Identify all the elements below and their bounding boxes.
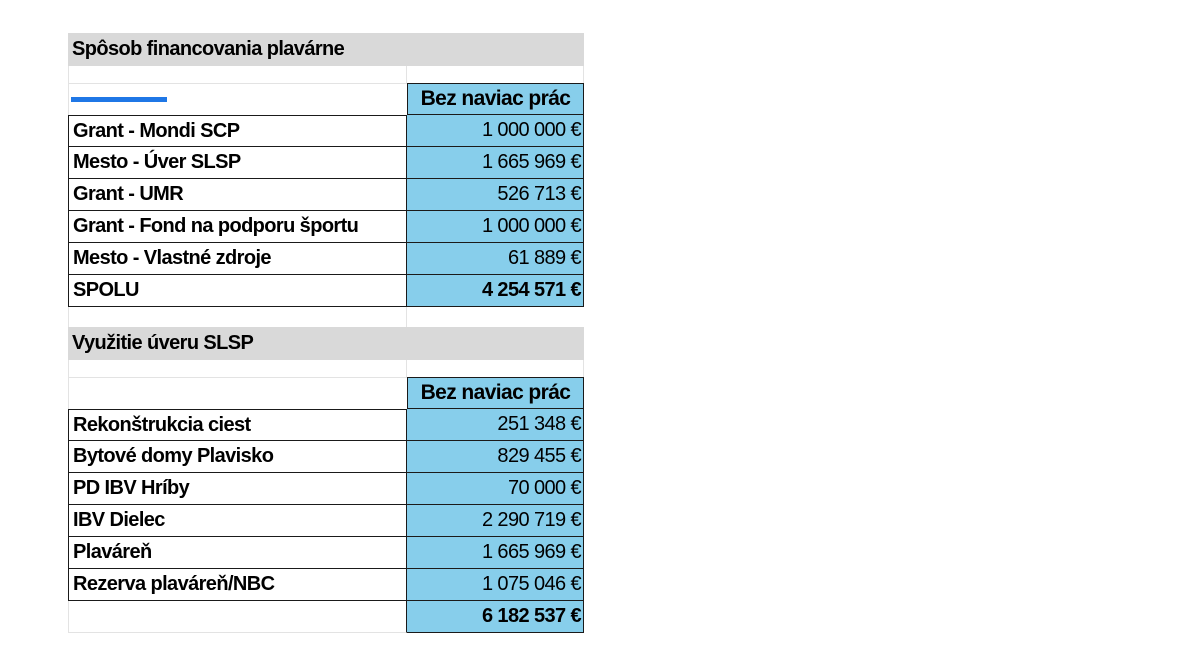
total-blank-label-cell[interactable]	[68, 601, 407, 633]
table-row	[68, 115, 584, 147]
table-row	[68, 147, 584, 179]
row-value-cell[interactable]: 1 000 000 €	[407, 211, 584, 243]
table-row	[68, 211, 584, 243]
spreadsheet	[68, 33, 584, 633]
row-value-cell[interactable]: 2 290 719 €	[407, 505, 584, 537]
row-value-cell[interactable]: 70 000 €	[407, 473, 584, 505]
row-label-cell[interactable]: Plaváreň	[68, 537, 407, 569]
total-value-cell[interactable]: 4 254 571 €	[407, 275, 584, 307]
spacer-row	[68, 360, 584, 377]
table-row	[68, 537, 584, 569]
row-value-cell[interactable]: 1 000 000 €	[407, 115, 584, 147]
row-value-cell[interactable]: 1 665 969 €	[407, 537, 584, 569]
section-title-financing[interactable]: Spôsob financovania plavárne	[68, 33, 584, 66]
header-row-financing	[68, 83, 584, 115]
table-row	[68, 473, 584, 505]
row-value-cell[interactable]: 829 455 €	[407, 441, 584, 473]
row-label-cell[interactable]: Bytové domy Plavisko	[68, 441, 407, 473]
total-row-financing	[68, 275, 584, 307]
row-label-cell[interactable]: PD IBV Hríby	[68, 473, 407, 505]
row-value-cell[interactable]: 251 348 €	[407, 409, 584, 441]
table-row	[68, 441, 584, 473]
row-label-cell[interactable]: Rekonštrukcia ciest	[68, 409, 407, 441]
row-label-cell[interactable]: Rezerva plaváreň/NBC	[68, 569, 407, 601]
spacer-row	[68, 307, 584, 327]
table-row	[68, 569, 584, 601]
header-blank-cell[interactable]	[68, 83, 407, 115]
row-label-cell[interactable]: Grant - Mondi SCP	[68, 115, 407, 147]
row-value-cell[interactable]: 1 665 969 €	[407, 147, 584, 179]
header-row-loan-usage	[68, 377, 584, 409]
table-row	[68, 505, 584, 537]
row-label-cell[interactable]: Mesto - Vlastné zdroje	[68, 243, 407, 275]
row-value-cell[interactable]: 526 713 €	[407, 179, 584, 211]
row-label-cell[interactable]: Grant - Fond na podporu športu	[68, 211, 407, 243]
header-blank-cell[interactable]	[68, 377, 407, 409]
spacer-row	[68, 66, 584, 83]
column-header-cell[interactable]: Bez naviac prác	[407, 83, 584, 115]
total-label-cell[interactable]: SPOLU	[68, 275, 407, 307]
row-label-cell[interactable]: Mesto - Úver SLSP	[68, 147, 407, 179]
total-row-loan-usage	[68, 601, 584, 633]
row-label-cell[interactable]: Grant - UMR	[68, 179, 407, 211]
table-row	[68, 409, 584, 441]
column-header-cell[interactable]: Bez naviac prác	[407, 377, 584, 409]
table-row	[68, 179, 584, 211]
section-title-loan-usage[interactable]: Využitie úveru SLSP	[68, 327, 584, 360]
row-value-cell[interactable]: 1 075 046 €	[407, 569, 584, 601]
row-label-cell[interactable]: IBV Dielec	[68, 505, 407, 537]
row-value-cell[interactable]: 61 889 €	[407, 243, 584, 275]
table-row	[68, 243, 584, 275]
blue-underline-decoration	[71, 97, 167, 102]
total-value-cell[interactable]: 6 182 537 €	[407, 601, 584, 633]
